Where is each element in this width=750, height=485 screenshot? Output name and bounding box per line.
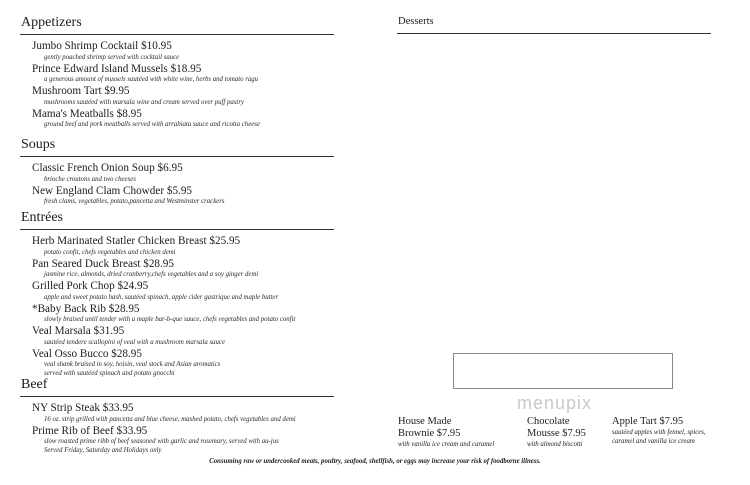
menu-item: [20, 162, 336, 184]
item-name: *Baby Back Rib $28.95: [32, 302, 140, 315]
dessert-name: Chocolate: [527, 416, 570, 427]
menu-left-column: [20, 14, 336, 456]
watermark-logo: menupix: [517, 393, 593, 413]
item-description: slow roasted prime ribb of beef seasoned with garlic and rosemary, served with au-jus: [44, 438, 279, 445]
menu-item: [20, 280, 336, 302]
item-description: potato confit, chefs vegetables and chicken demi: [44, 248, 176, 256]
dessert-name: Mousse $7.95: [527, 428, 586, 439]
item-description: 16 oz. strip grilled with pancetta and blue cheese, mashed potato, chefs vegetables and demi: [44, 415, 296, 423]
menu-item: [20, 258, 336, 280]
item-description: sautéed tendere scallopini of veal with a mushroom marsala sauce: [44, 338, 225, 346]
section-title: Appetizers: [21, 15, 82, 30]
item-name: Mama's Meatballs $8.95: [32, 107, 142, 120]
item-description: mushrooms sautéed with marsala wine and cream served over puff pastry: [44, 98, 244, 106]
desserts-title: Desserts: [398, 16, 434, 27]
item-name: Classic French Onion Soup $6.95: [32, 162, 183, 174]
item-name: Veal Osso Bucco $28.95: [32, 347, 142, 360]
dessert-description: with almond biscotti: [527, 441, 583, 448]
menu-item: [20, 63, 336, 85]
section-title: Soups: [21, 137, 56, 152]
item-name: Veal Marsala $31.95: [32, 325, 125, 337]
item-description: fresh clams, vegetables, potato,pancetta and Westminster crackers: [44, 198, 225, 205]
section-divider: [20, 396, 334, 397]
item-description: ground beef and pork meatballs served with arrabiata sauce and ricotta cheese: [44, 121, 260, 128]
item-name: Prime Rib of Beef $33.95: [32, 424, 148, 437]
section-divider: [20, 34, 334, 35]
menu-item: [20, 348, 336, 379]
item-description: Served Friday, Saturday and Holidays only: [44, 447, 162, 454]
menu-item: [20, 85, 336, 107]
dessert-name: House Made: [398, 416, 452, 427]
menu-item: [20, 325, 336, 347]
menu-item: [20, 185, 336, 207]
dessert-item: [527, 416, 586, 449]
menu-right-column: [397, 14, 711, 34]
item-description: veal shank braised in soy, hoisin, veal stock and Asian aromatics: [44, 361, 221, 368]
section-title: Beef: [21, 377, 48, 392]
allergy-disclaimer: Consuming raw or undercooked meats, poultry, seafood, shellfish, or eggs may increase your risk of foodborne illness.: [209, 458, 541, 465]
item-description: slowly braised until tender with a maple bar-b-que sauce, chefs vegetables and potato confit: [44, 316, 296, 323]
item-name: Pan Seared Duck Breast $28.95: [32, 257, 174, 270]
item-name: Prince Edward Island Mussels $18.95: [32, 62, 202, 75]
menu-item: [20, 108, 336, 130]
item-description: brioche croutons and two cheeses: [44, 175, 136, 183]
section-entrees: [20, 209, 336, 376]
section-divider: [20, 156, 334, 157]
image-placeholder: [453, 353, 673, 389]
menu-item: [20, 425, 336, 456]
section-beef: [20, 376, 336, 455]
menu-item: [20, 402, 336, 424]
menu-item: [20, 235, 336, 257]
section-divider: [20, 229, 334, 230]
dessert-description: with vanilla ice cream and caramel: [398, 441, 495, 448]
item-description: served with sautéed spinach and potato gnocchi: [44, 370, 175, 377]
item-description: a generous amount of mussels sautéed with white wine, herbs and tomato ragu: [44, 76, 259, 83]
item-name: Grilled Pork Chop $24.95: [32, 280, 149, 292]
section-divider: [397, 33, 711, 34]
item-description: apple and sweet potato hash, sautéed spinach, apple cider gastrique and maple butter: [44, 293, 279, 301]
dessert-name: Apple Tart $7.95: [612, 416, 684, 427]
dessert-item: [612, 416, 706, 446]
section-appetizers: [20, 14, 336, 136]
item-name: Herb Marinated Statler Chicken Breast $25.95: [32, 235, 241, 247]
section-title: Entrées: [21, 210, 63, 225]
dessert-name: Brownie $7.95: [398, 428, 461, 439]
item-description: jasmine rice, almonds, dried cranberry,chefs vegetables and a soy ginger demi: [44, 271, 259, 278]
item-name: New England Clam Chowder $5.95: [32, 184, 193, 197]
dessert-item: [398, 416, 494, 449]
menu-item: [20, 303, 336, 325]
dessert-description: sautéed apples with fennel, spices,: [612, 429, 706, 436]
item-name: Jumbo Shrimp Cocktail $10.95: [32, 40, 172, 52]
item-name: NY Strip Steak $33.95: [32, 402, 134, 414]
section-soups: [20, 136, 336, 209]
item-description: gently poached shrimp served with cocktail sauce: [44, 53, 180, 61]
menu-item: [20, 40, 336, 62]
item-name: Mushroom Tart $9.95: [32, 85, 130, 97]
dessert-description: caramel and vanilla ice cream: [612, 438, 695, 445]
